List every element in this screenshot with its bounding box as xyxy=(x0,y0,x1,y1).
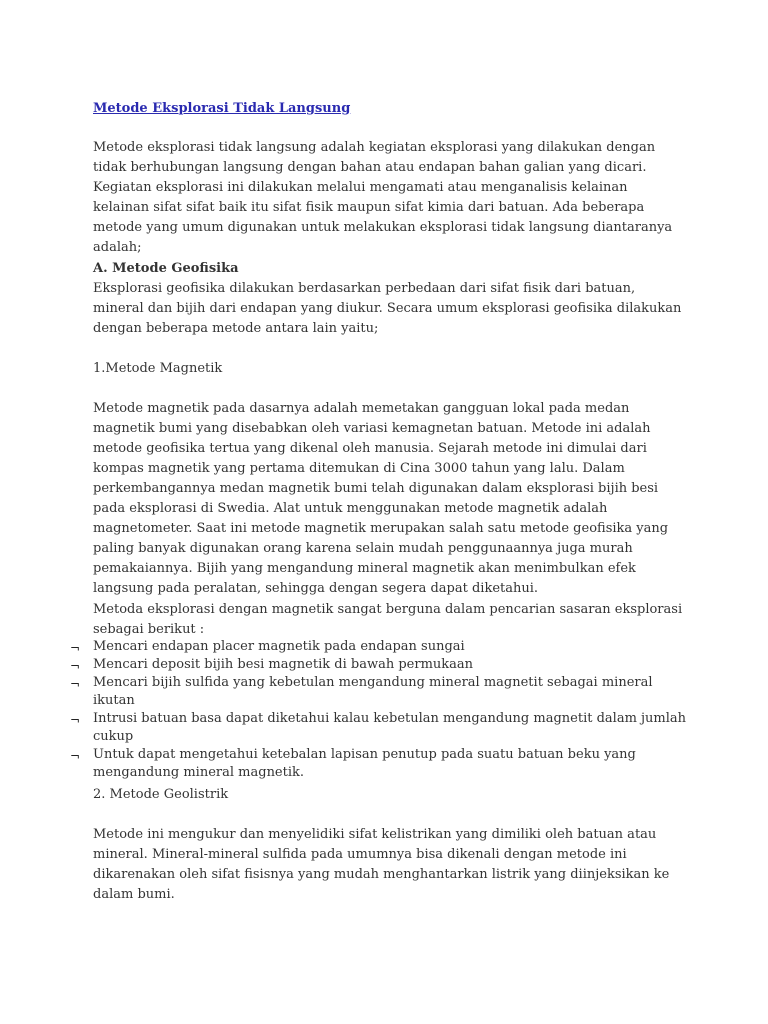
list-item-text: Mencari endapan placer magnetik pada endapan sungai xyxy=(93,639,465,654)
list-item-text: Mencari deposit bijih besi magnetik di bawah permukaan xyxy=(93,657,474,672)
bullet-icon: ¬ xyxy=(70,677,81,691)
list-item-text: Mencari bijih sulfida yang kebetulan mengandung mineral magnetit sebagai mineral ikutan xyxy=(93,675,653,708)
list-item xyxy=(70,746,690,782)
section-a-heading: A. Metode Geofisika xyxy=(93,261,239,276)
magnetik-paragraph: Metode magnetik pada dasarnya adalah memetakan gangguan lokal pada medan magnetik bumi yang disebabkan oleh variasi kemagnetan batuan. Metode ini adalah metode geofisika tertua yang dikenal oleh manusia. Sejarah metode ini dimulai dari kompas magnetik yang pertama ditemukan di Cina 3000 tahun yang lalu. Dalam perkembangannya medan magnetik bumi telah digunakan dalam eksplorasi bijih besi pada eksplorasi di Swedia. Alat untuk menggunakan metode magnetik adalah magnetometer. Saat ini metode magnetik merupakan salah satu metode geofisika yang paling banyak digunakan orang karena selain mudah penggunaannya juga murah pemakaiannya. Bijih yang mengandung mineral magnetik akan menimbulkan efek langsung pada peralatan, sehingga dengan segera dapat diketahui. xyxy=(93,401,669,596)
geolistrik-paragraph: Metode ini mengukur dan menyelidiki sifat kelistrikan yang dimiliki oleh batuan atau mineral. Mineral-mineral sulfida pada umumnya bisa dikenali dengan metode ini dikarenakan oleh sifat fisisnya yang mudah menghantarkan listrik yang diinjeksikan ke dalam bumi. xyxy=(93,827,670,902)
bullet-icon: ¬ xyxy=(70,659,81,673)
bullet-icon: ¬ xyxy=(70,641,81,655)
list-item xyxy=(70,638,690,656)
list-item xyxy=(70,656,690,674)
document-title-link[interactable]: Metode Eksplorasi Tidak Langsung xyxy=(93,101,351,116)
magnetik-heading: 1.Metode Magnetik xyxy=(93,361,223,376)
list-item-text: Intrusi batuan basa dapat diketahui kalau kebetulan mengandung magnetit dalam jumlah cukup xyxy=(93,711,687,744)
intro-paragraph: Metode eksplorasi tidak langsung adalah kegiatan eksplorasi yang dilakukan dengan tidak berhubungan langsung dengan bahan atau endapan bahan galian yang dicari. Kegiatan eksplorasi ini dilakukan melalui mengamati atau menganalisis kelainan kelainan sifat sifat baik itu sifat fisik maupun sifat kimia dari batuan. Ada beberapa metode yang umum digunakan untuk melakukan eksplorasi tidak langsung diantaranya adalah; xyxy=(93,140,673,255)
list-item xyxy=(70,710,690,746)
section-a-paragraph: Eksplorasi geofisika dilakukan berdasarkan perbedaan dari sifat fisik dari batuan, mineral dan bijih dari endapan yang diukur. Secara umum eksplorasi geofisika dilakukan dengan beberapa metode antara lain yaitu; xyxy=(93,281,682,336)
magnetik-use-list xyxy=(70,638,690,782)
geolistrik-heading: 2. Metode Geolistrik xyxy=(93,787,229,802)
list-item-text: Untuk dapat mengetahui ketebalan lapisan penutup pada suatu batuan beku yang mengandung mineral magnetik. xyxy=(93,747,636,780)
bullet-icon: ¬ xyxy=(70,749,81,763)
bullet-icon: ¬ xyxy=(70,713,81,727)
list-item xyxy=(70,674,690,710)
magnetik-list-intro: Metoda eksplorasi dengan magnetik sangat berguna dalam pencarian sasaran eksplorasi sebagai berikut : xyxy=(93,602,683,637)
